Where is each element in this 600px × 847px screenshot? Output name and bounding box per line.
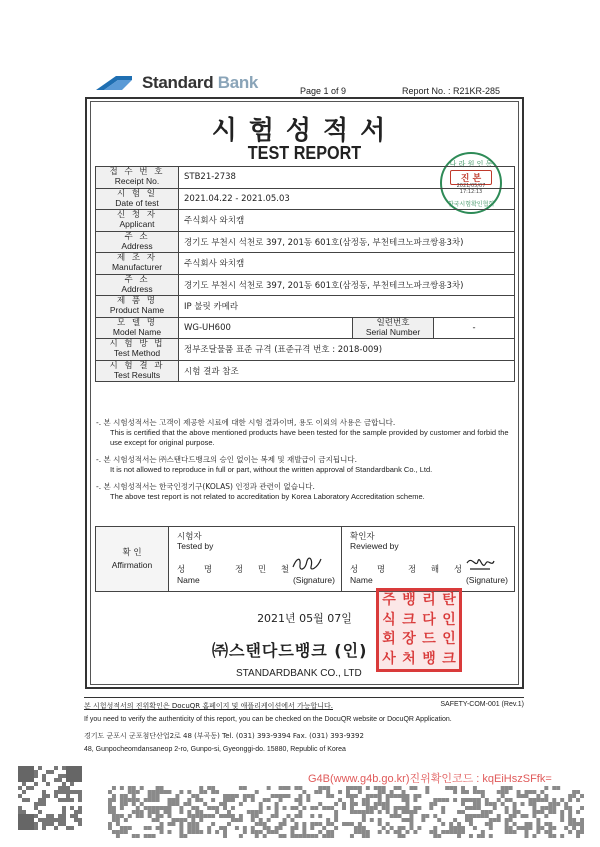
brand-name: Standard	[142, 73, 214, 92]
company-seal	[376, 588, 462, 672]
table-row	[96, 296, 515, 318]
seal-char: 다	[422, 611, 436, 628]
method-label: 시 험 방 법 Test Method	[96, 339, 179, 361]
applicant-value: 주식회사 와치캠	[179, 210, 515, 232]
logo-text	[142, 73, 258, 93]
manufacturer-label: 제 조 자 Manufacturer	[96, 253, 179, 275]
table-row	[96, 167, 515, 189]
product-value: IP 불릿 카메라	[179, 296, 515, 318]
reviewer-name: 정 해 성	[408, 565, 469, 575]
report-info-table	[95, 166, 515, 382]
table-row	[96, 210, 515, 232]
name-label-en: Name	[350, 575, 373, 585]
note-item: -. 본 시험성적서는 한국인정기구(KOLAS) 인정과 관련이 없습니다. The above test report is not related to accreditation by Korea Laboratory Accreditation scheme.	[96, 482, 425, 501]
standard-bank-logo	[96, 72, 266, 96]
form-code: SAFETY-COM-001 (Rev.1)	[440, 701, 524, 708]
table-row	[96, 339, 515, 361]
seal-char: 주	[382, 592, 396, 608]
security-pattern-strip	[108, 786, 584, 838]
serial-value: -	[434, 317, 515, 339]
seal-char: 장	[402, 631, 416, 647]
manufacturer-address-value: 경기도 부천시 석천로 397, 201동 601호(삼정동, 부천테크노파크쌍용3차)	[179, 274, 515, 296]
table-row	[96, 188, 515, 210]
reviewed-by-ko: 확인자	[350, 532, 375, 542]
footer-address-ko: 경기도 군포시 군포첨단산업2로 48 (부곡동) Tel. (031) 393-9394 Fax. (031) 393-9392	[84, 732, 364, 740]
name-label-en: Name	[177, 575, 200, 585]
tested-by-cell	[169, 527, 342, 592]
note-item: -. 본 시험성적서는 ㈜스탠다드뱅크의 승인 없이는 복제 및 재발급이 금지됩니다. It is not allowed to reproduce in full or part, without the written approval of Standardbank Co., Ltd.	[96, 455, 433, 474]
product-label: 제 품 명 Product Name	[96, 296, 179, 318]
seal-char: 처	[402, 650, 416, 667]
g4b-verification-code: G4B(www.g4b.go.kr)진위확인코드 : kqEiHszSFfk=	[308, 773, 552, 785]
signature-label: (Signature)	[465, 575, 508, 585]
title-korean: 시험성적서	[211, 116, 398, 146]
company-name-korean: ㈜스탠다드뱅크 (인)	[212, 641, 368, 660]
method-value: 정부조달물품 표준 규격 (표준규격 번호 : 2018-009)	[179, 339, 515, 361]
table-row	[96, 360, 515, 382]
seal-char: 탄	[442, 592, 456, 608]
note-item: -. 본 시험성적서는 고객이 제공한 시료에 대한 시험 결과이며, 용도 이외의 사용은 금합니다. This is certified that the above mentioned products have been tested for the sample provided by customer and forbid the use except for original purpose.	[96, 418, 509, 447]
stamp-main-text: 진 본	[450, 170, 492, 185]
notes-section	[96, 418, 516, 509]
table-row	[96, 253, 515, 275]
affirmation-label: 확 인 Affirmation	[96, 527, 169, 592]
applicant-label: 신 청 자 Applicant	[96, 210, 179, 232]
issue-date: 2021년 05월 07일	[257, 612, 352, 625]
tested-by-en: Tested by	[177, 541, 214, 551]
applicant-address-value: 경기도 부천시 석천로 397, 201동 601호(삼정동, 부천테크노파크쌍용3차)	[179, 231, 515, 253]
stamp-top-text: 나 라 원 인 동	[449, 160, 493, 168]
company-name-english: STANDARDBANK CO., LTD	[236, 668, 362, 679]
reviewed-by-cell	[342, 527, 515, 592]
stamp-time-value: 17:12:13	[459, 189, 483, 195]
page-info: Page 1 of 9	[300, 86, 347, 96]
seal-char: 식	[382, 611, 396, 628]
footer-verification-en: If you need to verify the authenticity of this report, you can be checked on the DocuQR website or DocuQR Application.	[84, 716, 452, 723]
receipt-value: STB21-2738	[179, 167, 515, 189]
seal-char: 뱅	[402, 592, 416, 608]
stamp-bottom-text: 한국시험확인협회	[447, 201, 495, 208]
applicant-address-label: 주 소 Address	[96, 231, 179, 253]
name-label-ko: 성 명	[350, 565, 394, 575]
name-label-ko: 성 명	[177, 565, 221, 575]
stamp-date-value: 2021/05/07	[456, 183, 486, 189]
title-english: TEST REPORT	[247, 143, 362, 163]
footer-verification-ko: 본 시험성적서의 진위확인은 DocuQR 홈페이지 및 애플리케이션에서 가능합니다. SAFETY-COM-001 (Rev.1)	[84, 701, 524, 710]
reviewer-signature-icon	[464, 553, 496, 575]
tested-by-ko: 시험자	[177, 532, 202, 542]
seal-char: 크	[402, 611, 416, 628]
tester-name: 정 민 철	[235, 565, 296, 575]
seal-char: 리	[422, 592, 436, 608]
reviewed-by-en: Reviewed by	[350, 541, 399, 551]
receipt-label: 접 수 번 호 Receipt No.	[96, 167, 179, 189]
tester-signature-icon	[291, 553, 323, 575]
date-of-test-label: 시 험 일 Date of test	[96, 188, 179, 210]
results-label: 시 험 결 과 Test Results	[96, 360, 179, 382]
results-value: 시험 결과 참조	[179, 360, 515, 382]
affirmation-table	[95, 526, 515, 592]
table-row	[96, 231, 515, 253]
seal-char: 인	[442, 611, 456, 628]
signature-label: (Signature)	[292, 575, 335, 585]
seal-char: 뱅	[422, 650, 436, 667]
seal-char: 회	[382, 631, 396, 647]
table-row	[96, 274, 515, 296]
seal-char: 사	[382, 650, 396, 667]
manufacturer-address-label: 주 소 Address	[96, 274, 179, 296]
report-number: Report No. : R21KR-285	[402, 86, 501, 96]
seal-char: 드	[422, 631, 436, 647]
qr-code-icon[interactable]	[18, 766, 82, 830]
model-label: 모 델 명 Model Name	[96, 317, 179, 339]
date-of-test-value: 2021.04.22 - 2021.05.03	[179, 188, 515, 210]
brand-suffix: Bank	[217, 73, 259, 92]
seal-char: 인	[442, 631, 456, 647]
table-row	[96, 527, 515, 592]
serial-label: 일련번호 Serial Number	[353, 317, 434, 339]
model-value: WG-UH600	[179, 317, 353, 339]
footer-address-en: 48, Gunpocheomdansaneop 2-ro, Gunpo-si, Gyeonggi-do. 15880, Republic of Korea	[84, 746, 346, 753]
logo-mark-icon	[96, 74, 132, 92]
manufacturer-value: 주식회사 와치캠	[179, 253, 515, 275]
seal-char: 크	[442, 650, 456, 667]
footer-divider	[84, 697, 524, 698]
table-row	[96, 317, 515, 339]
